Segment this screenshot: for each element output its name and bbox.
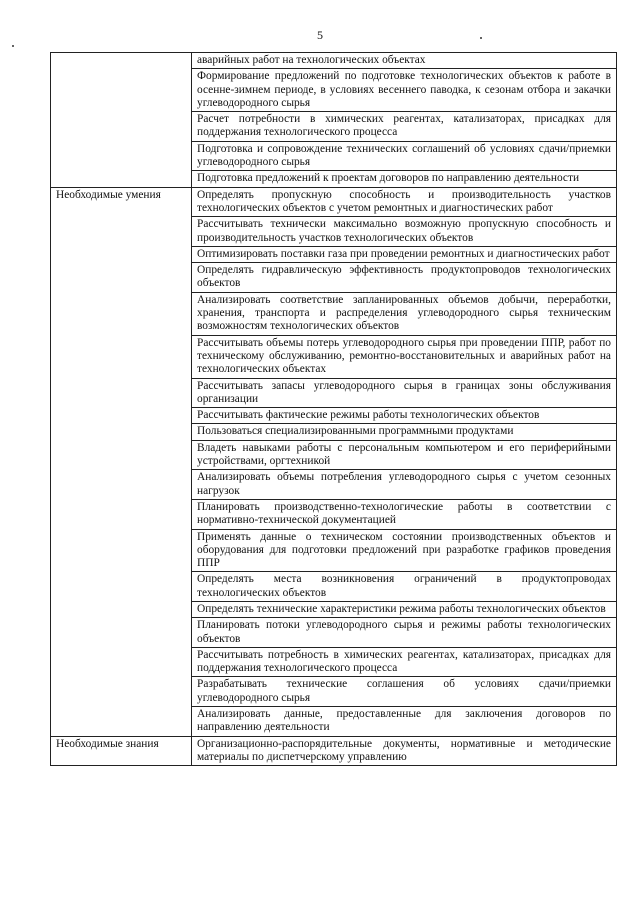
table-cell: Применять данные о техническом состоянии производственных объектов и оборудования для подготовки предложений при разработке графиков проведения ППР	[192, 529, 617, 572]
table-cell: Рассчитывать фактические режимы работы технологических объектов	[192, 408, 617, 424]
scan-speck	[12, 45, 14, 47]
table-cell: Планировать потоки углеводородного сырья и режимы работы технологических объектов	[192, 618, 617, 648]
table-row	[51, 53, 617, 69]
qualification-table	[50, 52, 617, 766]
table-cell: Рассчитывать потребность в химических реагентах, катализаторах, присадках для поддержания технологического процесса	[192, 647, 617, 677]
table-cell: Рассчитывать запасы углеводородного сырья в границах зоны обслуживания организации	[192, 378, 617, 408]
table-cell: аварийных работ на технологических объектах	[192, 53, 617, 69]
table-cell: Оптимизировать поставки газа при проведении ремонтных и диагностических работ	[192, 246, 617, 262]
table-cell: Определять места возникновения ограничений в продуктопроводах технологических объектов	[192, 572, 617, 602]
table-cell: Определять технические характеристики режима работы технологических объектов	[192, 601, 617, 617]
table-cell: Определять пропускную способность и производительность участков технологических объектов с учетом ремонтных и диагностических работ	[192, 187, 617, 217]
table-cell: Организационно-распорядительные документы, нормативные и методические материалы по диспетчерскому управлению	[192, 736, 617, 766]
table-cell: Владеть навыками работы с персональным компьютером и его периферийными устройствами, оргтехникой	[192, 440, 617, 470]
table-cell: Анализировать данные, предоставленные для заключения договоров по направлению деятельности	[192, 707, 617, 737]
table-cell: Формирование предложений по подготовке технологических объектов к работе в осенне-зимнем периоде, в условиях весеннего паводка, к сезонам отбора и закачки углеводородного сырья	[192, 69, 617, 112]
table-cell: Определять гидравлическую эффективность продуктопроводов технологических объектов	[192, 263, 617, 293]
empty-label-cell	[51, 53, 192, 188]
table-cell: Пользоваться специализированными программными продуктами	[192, 424, 617, 440]
table-row	[51, 736, 617, 766]
table-cell: Рассчитывать технически максимально возможную пропускную способность и производительность участков технологических объектов	[192, 217, 617, 247]
table-cell: Подготовка предложений к проектам договоров по направлению деятельности	[192, 171, 617, 187]
table-cell: Подготовка и сопровождение технических соглашений об условиях сдачи/приемки углеводородного сырья	[192, 141, 617, 171]
table-row	[51, 187, 617, 217]
page-number: 5	[317, 28, 323, 42]
table-cell: Разрабатывать технические соглашения об условиях сдачи/приемки углеводородного сырья	[192, 677, 617, 707]
table-cell: Рассчитывать объемы потерь углеводородного сырья при проведении ППР, работ по техническому обслуживанию, ремонтно-восстановительных и аварийных работ на технологических объектах	[192, 335, 617, 378]
scan-speck	[480, 37, 482, 39]
table-cell: Планировать производственно-технологические работы в соответствии с нормативно-технической документацией	[192, 499, 617, 529]
table-cell: Анализировать объемы потребления углеводородного сырья с учетом сезонных нагрузок	[192, 470, 617, 500]
table-cell: Расчет потребности в химических реагентах, катализаторах, присадках для поддержания технологического процесса	[192, 112, 617, 142]
skills-section-label: Необходимые умения	[51, 187, 192, 736]
knowledge-section-label: Необходимые знания	[51, 736, 192, 766]
table-cell: Анализировать соответствие запланированных объемов добычи, переработки, хранения, транспорта и распределения углеводородного сырья техническим возможностям технологических объектов	[192, 292, 617, 335]
